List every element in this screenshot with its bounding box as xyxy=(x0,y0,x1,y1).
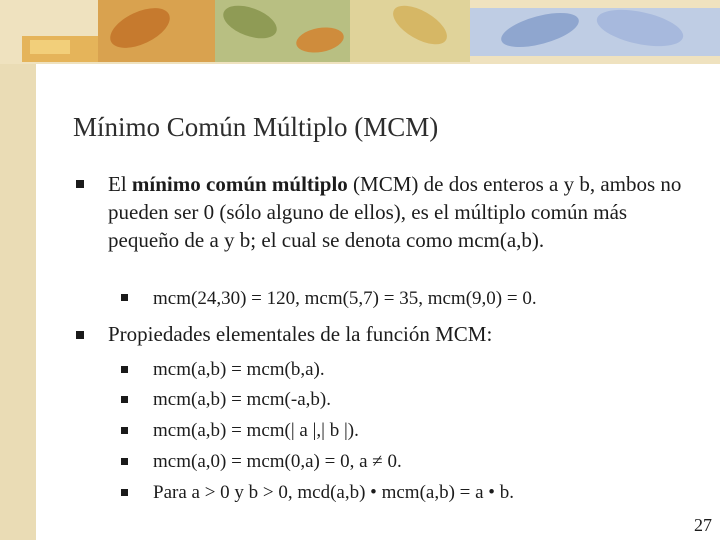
property-item-3: mcm(a,b) = mcm(| a |,| b |). xyxy=(153,420,359,441)
slide-title: Mínimo Común Múltiplo (MCM) xyxy=(73,112,439,142)
bullet-1-text-pre: El xyxy=(108,172,132,196)
bullet-marker xyxy=(76,331,84,339)
sub-bullet-marker xyxy=(121,427,128,434)
property-item-4: mcm(a,0) = mcm(0,a) = 0, a ≠ 0. xyxy=(153,451,402,472)
bullet-1-example: mcm(24,30) = 120, mcm(5,7) = 35, mcm(9,0) = 0. xyxy=(153,288,537,309)
sub-bullet-marker xyxy=(121,489,128,496)
property-item-2: mcm(a,b) = mcm(-a,b). xyxy=(153,389,331,410)
page-number: 27 xyxy=(694,515,712,535)
bullet-1-term: mínimo común múltiplo xyxy=(131,172,348,196)
sub-bullet-marker xyxy=(121,396,128,403)
property-item-1: mcm(a,b) = mcm(b,a). xyxy=(153,359,325,380)
sub-bullet-marker xyxy=(121,458,128,465)
bullet-marker xyxy=(76,180,84,188)
bullet-1-text xyxy=(108,170,698,254)
property-item-5: Para a > 0 y b > 0, mcd(a,b) • mcm(a,b) = a • b. xyxy=(153,482,514,503)
sub-bullet-marker xyxy=(121,294,128,301)
sub-bullet-marker xyxy=(121,366,128,373)
bullet-2-text: Propiedades elementales de la función MCM: xyxy=(108,322,493,346)
bullet-1-text-post: (MCM) de dos enteros a y b, ambos no pueden ser 0 (sólo alguno de ellos), es el múltiplo común más pequeño de a y b; el cual se denota como mcm(a,b). xyxy=(108,172,682,252)
